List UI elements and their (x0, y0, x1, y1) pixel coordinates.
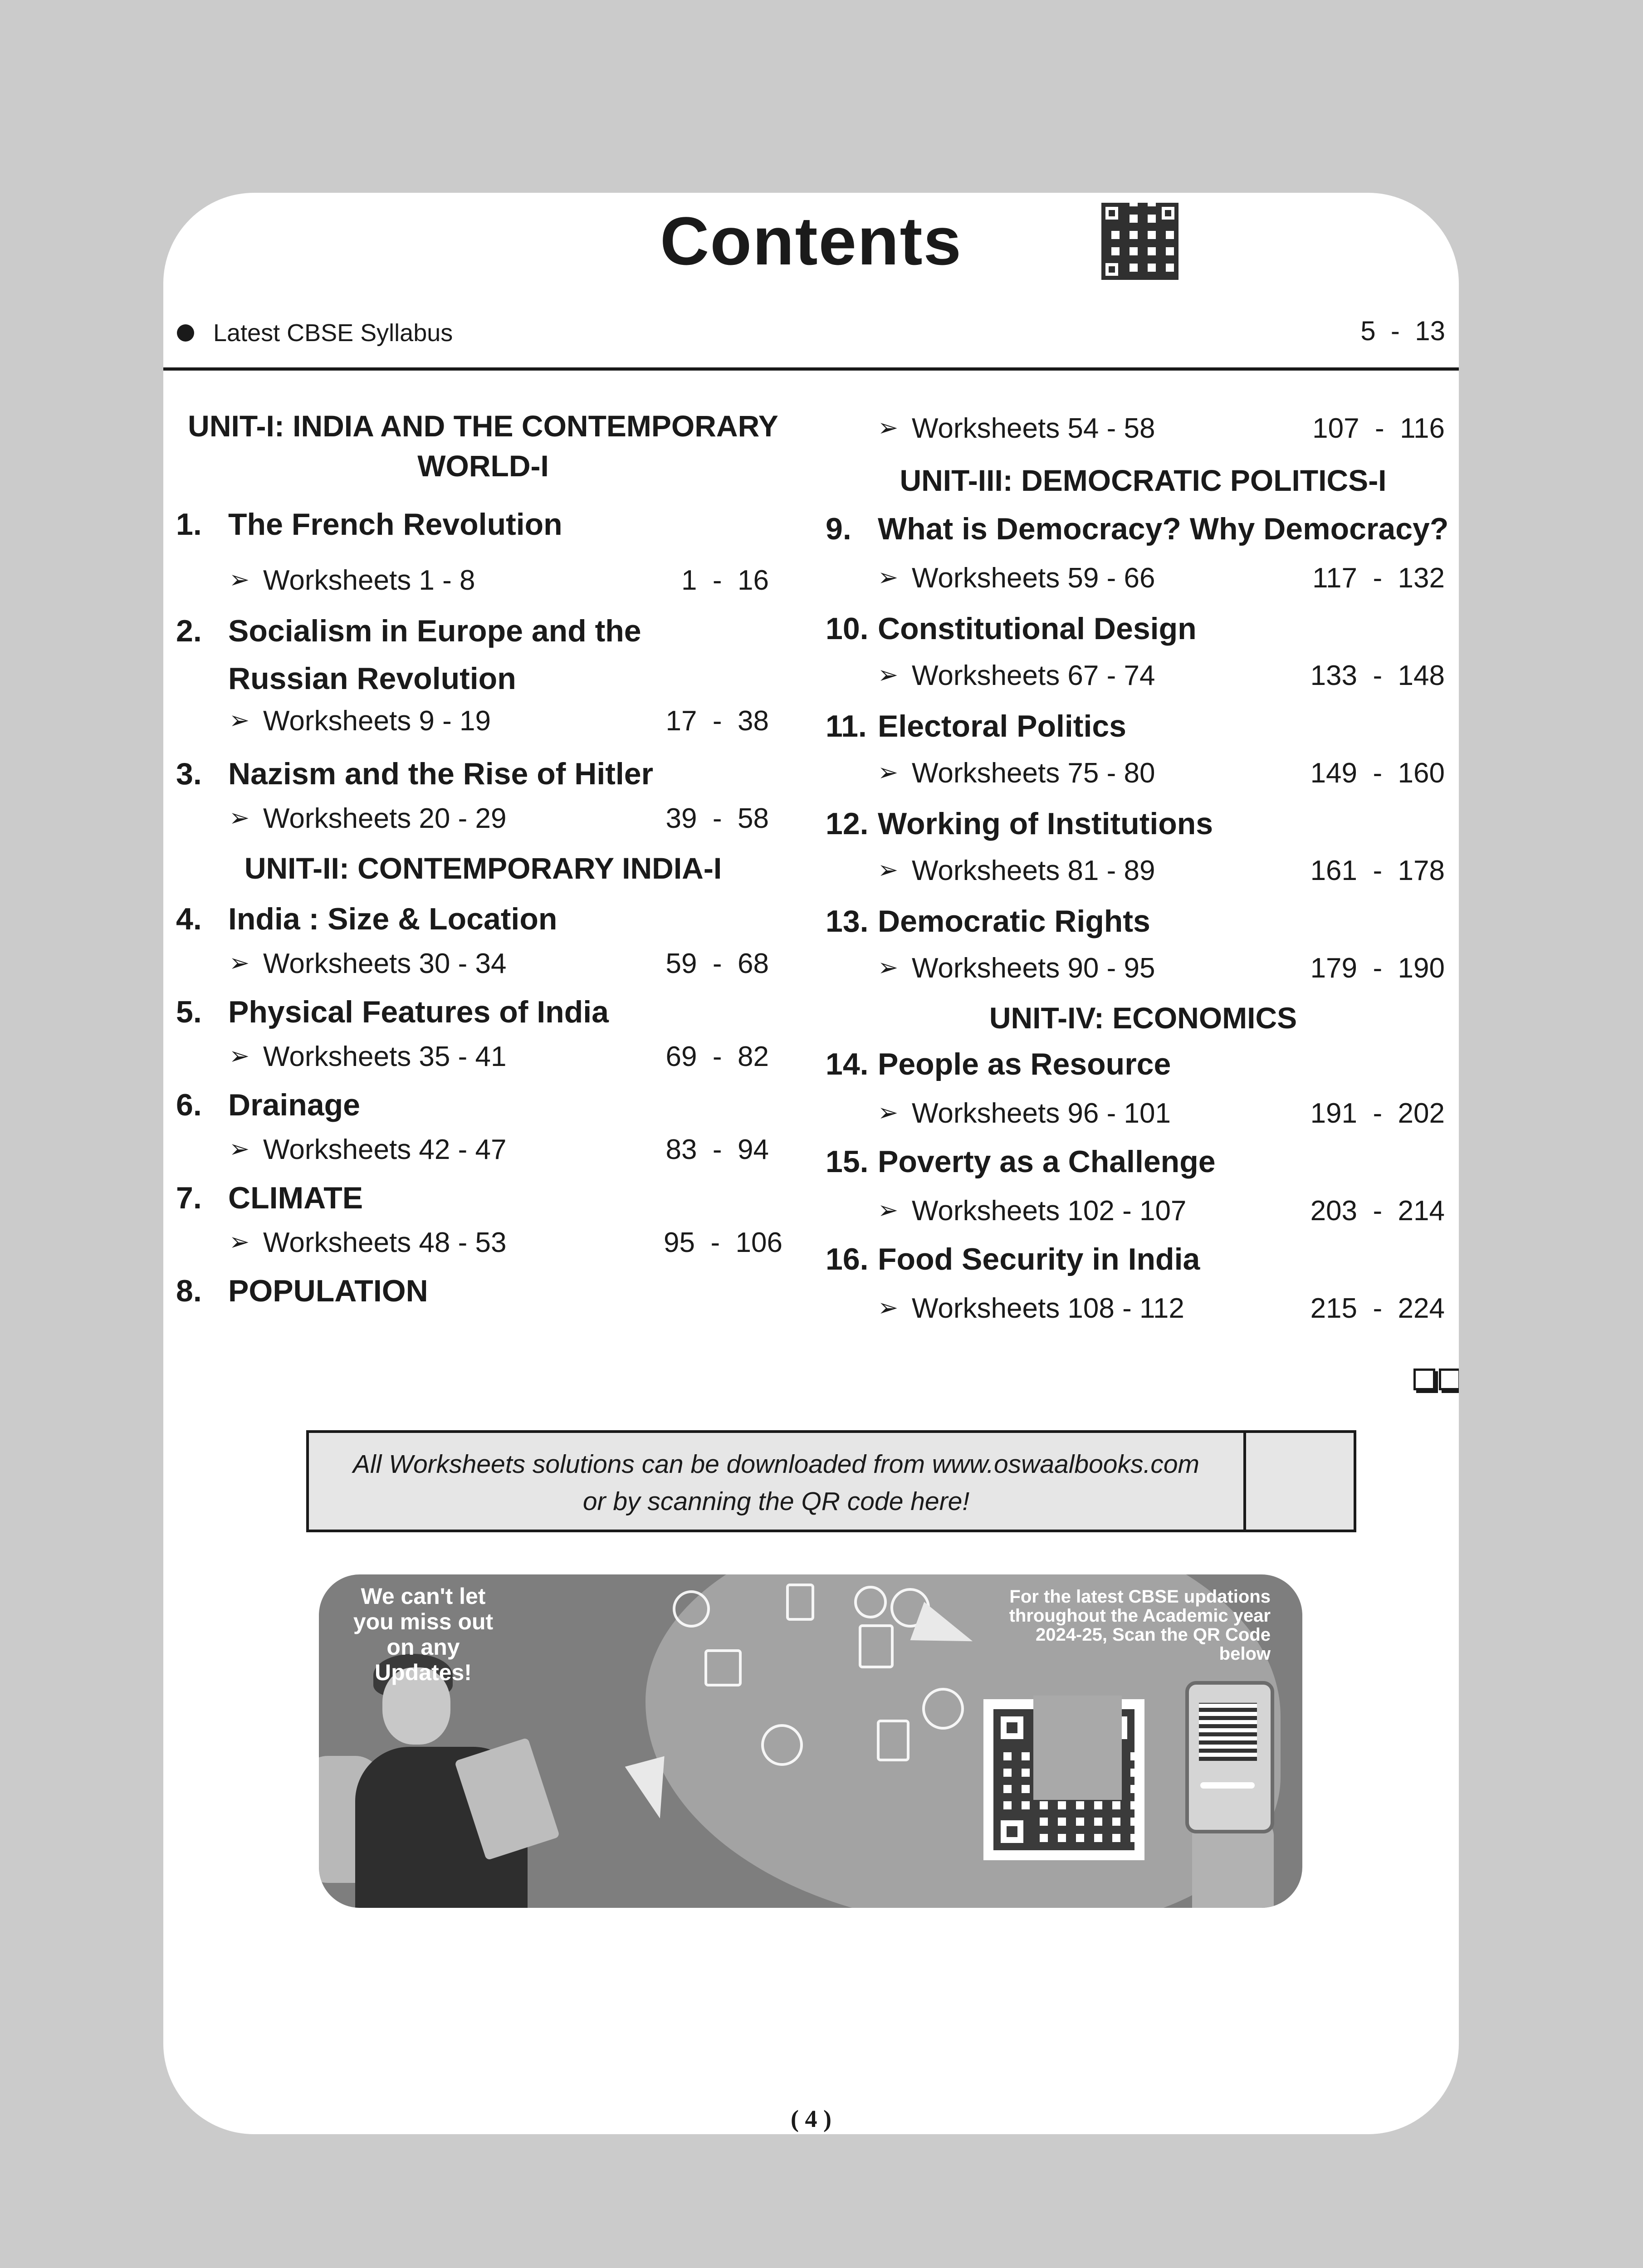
arrow-bullet-icon: ➢ (229, 1042, 250, 1070)
syllabus-label: Latest CBSE Syllabus (213, 319, 453, 347)
chapter-title: POPULATION (228, 1274, 428, 1308)
chapter-title: India : Size & Location (228, 902, 557, 936)
worksheet-label: Worksheets 67 - 74 (912, 660, 1155, 691)
arrow-bullet-icon: ➢ (878, 759, 899, 786)
arrow-bullet-icon: ➢ (878, 414, 899, 441)
arrow-bullet-icon: ➢ (229, 566, 250, 593)
chapter-title: Socialism in Europe and the (228, 614, 641, 648)
chapter-number: 14. (826, 1047, 869, 1081)
worksheet-pages: 161 - 178 (1310, 855, 1445, 886)
chapter-number: 4. (176, 902, 202, 936)
worksheet-label: Worksheets 102 - 107 (912, 1195, 1187, 1227)
syllabus-pages: 5 - 13 (1360, 316, 1445, 346)
worksheet-label: Worksheets 59 - 66 (912, 562, 1155, 594)
arrow-bullet-icon: ➢ (229, 804, 250, 831)
worksheet-pages: 59 - 68 (665, 948, 769, 979)
phone-qr-code-icon (1199, 1703, 1257, 1761)
worksheet-pages: 191 - 202 (1310, 1098, 1445, 1129)
document-icon (786, 1584, 814, 1621)
chapter-title: Democratic Rights (878, 904, 1150, 938)
arrow-bullet-icon: ➢ (878, 1099, 899, 1126)
updates-banner (319, 1574, 1302, 1908)
chapter-title: What is Democracy? Why Democracy? (878, 512, 1449, 546)
worksheet-pages: 69 - 82 (665, 1041, 769, 1072)
double-square-icon (1413, 1369, 1459, 1390)
chapter-number: 5. (176, 995, 202, 1029)
solutions-note-box (306, 1430, 1356, 1532)
syllabus-row (177, 311, 1445, 352)
chapter-number: 1. (176, 507, 202, 542)
chapter-number: 7. (176, 1181, 202, 1215)
worksheet-pages: 179 - 190 (1310, 953, 1445, 984)
worksheet-label: Worksheets 75 - 80 (912, 758, 1155, 789)
chapter-title: Poverty as a Challenge (878, 1144, 1216, 1179)
worksheet-pages: 83 - 94 (665, 1134, 769, 1165)
page-number: ( 4 ) (791, 2105, 831, 2132)
worksheet-label: Worksheets 81 - 89 (912, 855, 1155, 886)
arrow-bullet-icon: ➢ (229, 949, 250, 977)
chapter-title: Physical Features of India (228, 995, 609, 1029)
chapter-title: Drainage (228, 1088, 360, 1122)
chapter-title: Russian Revolution (228, 661, 516, 696)
worksheet-pages: 203 - 214 (1310, 1195, 1445, 1227)
chapter-number: 11. (826, 709, 867, 743)
worksheet-label: Worksheets 1 - 8 (263, 565, 475, 596)
chapter-title: People as Resource (878, 1047, 1171, 1081)
worksheet-pages: 1 - 16 (681, 565, 769, 596)
worksheet-label: Worksheets 96 - 101 (912, 1098, 1171, 1129)
worksheet-pages: 133 - 148 (1310, 660, 1445, 691)
worksheet-label: Worksheets 9 - 19 (263, 705, 491, 737)
unit-heading: UNIT-I: INDIA AND THE CONTEMPORARY WORLD-I (188, 409, 778, 483)
arrow-bullet-icon: ➢ (878, 1294, 899, 1321)
chapter-title: Nazism and the Rise of Hitler (228, 757, 654, 791)
solutions-note-text (309, 1446, 1243, 1520)
arrow-bullet-icon: ➢ (878, 856, 899, 884)
sleeve-illustration (1033, 1696, 1122, 1800)
clock-icon (673, 1590, 710, 1628)
arrow-bullet-icon: ➢ (878, 564, 899, 591)
worksheet-pages: 95 - 106 (664, 1227, 782, 1258)
phone-button-shape (1200, 1782, 1255, 1789)
chapter-title: The French Revolution (228, 507, 562, 542)
flask-icon (854, 1586, 887, 1618)
worksheet-label: Worksheets 35 - 41 (263, 1041, 507, 1072)
ruler-icon (704, 1649, 742, 1686)
worksheet-label: Worksheets 20 - 29 (263, 803, 507, 834)
worksheet-pages: 215 - 224 (1310, 1293, 1445, 1324)
unit-heading: UNIT-IV: ECONOMICS (989, 1001, 1297, 1035)
worksheet-pages: 149 - 160 (1310, 758, 1445, 789)
book-icon (859, 1624, 894, 1668)
solutions-note-line-1: All Worksheets solutions can be downloaded from www.oswaalbooks.com (352, 1450, 1200, 1479)
filled-circle-icon (177, 324, 194, 342)
unit-heading: UNIT-III: DEMOCRATIC POLITICS-I (900, 464, 1387, 497)
contents-page (163, 193, 1459, 2134)
chapter-number: 13. (826, 904, 869, 938)
chapter-number: 15. (826, 1144, 869, 1179)
worksheet-pages: 17 - 38 (665, 705, 769, 737)
banner-left-text: We can't let you miss out on any Updates! (353, 1584, 494, 1685)
worksheet-label: Worksheets 30 - 34 (263, 948, 507, 979)
worksheet-label: Worksheets 42 - 47 (263, 1134, 507, 1165)
chapter-title: Food Security in India (878, 1242, 1200, 1276)
banner-right-text: For the latest CBSE updations throughout the Academic year 2024-25, Scan the QR Code below (1009, 1587, 1271, 1664)
arrow-bullet-icon: ➢ (878, 1197, 899, 1224)
worksheet-pages: 107 - 116 (1312, 413, 1445, 444)
arrow-bullet-icon: ➢ (229, 707, 250, 734)
chapter-number: 9. (826, 512, 851, 546)
page-title: Contents (660, 203, 962, 279)
hand-illustration (1192, 1822, 1274, 1908)
chapter-number: 10. (826, 611, 869, 646)
worksheet-label: Worksheets 90 - 95 (912, 953, 1155, 984)
arrow-bullet-icon: ➢ (878, 661, 899, 689)
worksheet-label: Worksheets 108 - 112 (912, 1293, 1184, 1324)
smartphone-icon (1185, 1681, 1274, 1833)
worksheet-pages: 117 - 132 (1312, 562, 1445, 594)
solutions-note-line-2: or by scanning the QR code here! (582, 1487, 970, 1516)
worksheet-pages: 39 - 58 (665, 803, 769, 834)
unit-heading: UNIT-II: CONTEMPORARY INDIA-I (244, 851, 722, 885)
arrow-bullet-icon: ➢ (229, 1228, 250, 1256)
chapter-title: CLIMATE (228, 1181, 363, 1215)
gear-icon (922, 1688, 964, 1730)
arrow-bullet-icon: ➢ (229, 1135, 250, 1163)
chapter-title: Electoral Politics (878, 709, 1126, 743)
solutions-qr-code-icon[interactable] (1097, 198, 1183, 284)
worksheet-label: Worksheets 54 - 58 (912, 413, 1155, 444)
chapter-title: Working of Institutions (878, 807, 1213, 841)
chapter-number: 2. (176, 614, 202, 648)
document-icon (877, 1720, 910, 1761)
note-divider (1243, 1433, 1246, 1530)
chapter-title: Constitutional Design (878, 611, 1197, 646)
arrow-bullet-icon: ➢ (878, 954, 899, 981)
clock-icon (761, 1724, 803, 1766)
worksheet-label: Worksheets 48 - 53 (263, 1227, 507, 1258)
chapter-number: 3. (176, 757, 202, 791)
chapter-number: 8. (176, 1274, 202, 1308)
chapter-number: 6. (176, 1088, 202, 1122)
header-divider (163, 367, 1459, 371)
chapter-number: 12. (826, 807, 869, 841)
chapter-number: 16. (826, 1242, 869, 1276)
